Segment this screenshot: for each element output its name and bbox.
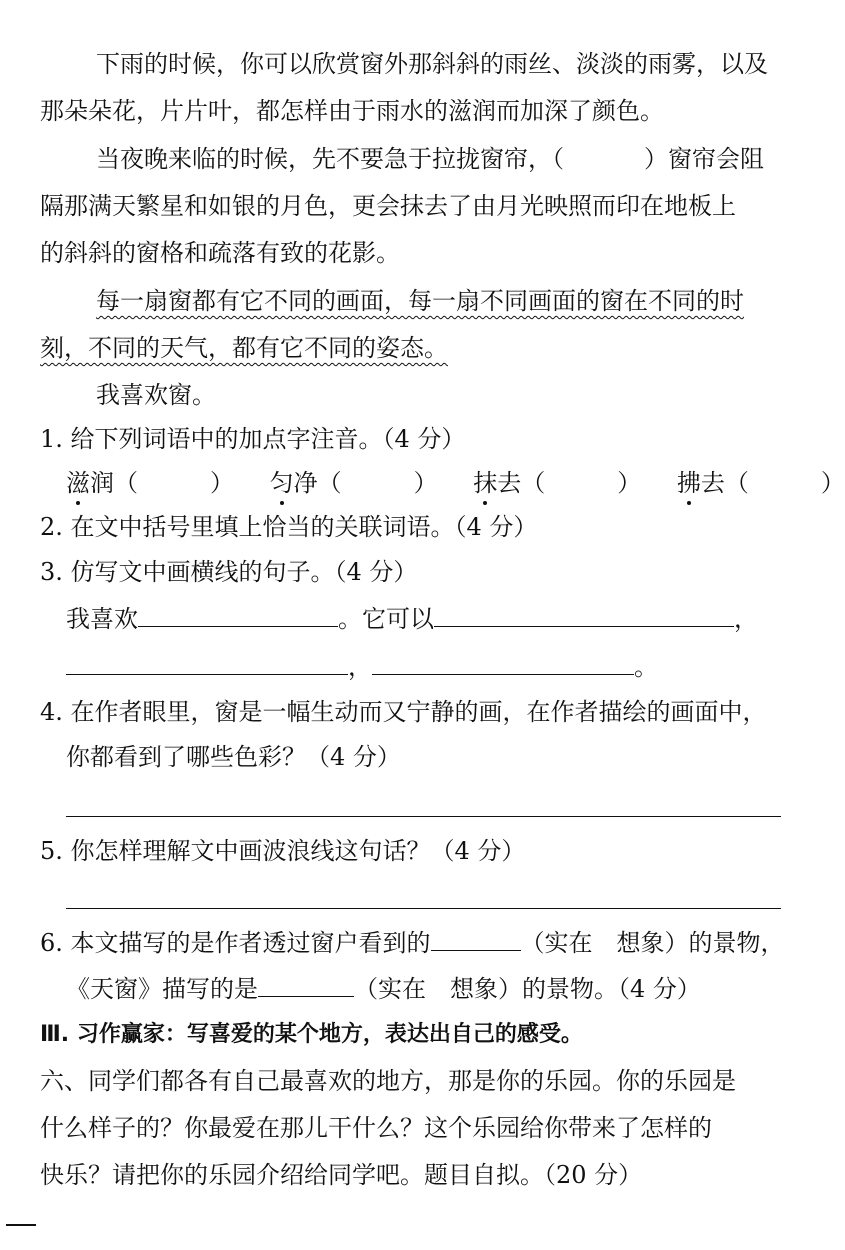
answer-blank[interactable] xyxy=(138,602,338,627)
answer-blank[interactable] xyxy=(431,926,521,951)
question-5: 5. 你怎样理解文中画波浪线这句话？（4 分） xyxy=(40,837,526,865)
page-edge-mark xyxy=(6,1224,36,1226)
answer-line-4[interactable] xyxy=(66,816,781,817)
answer-line-5[interactable] xyxy=(66,908,781,909)
pinyin-item: 拂去（ ） xyxy=(676,469,845,497)
writing-task: 快乐？请把你的乐园介绍给同学吧。题目自拟。（20 分） xyxy=(40,1161,643,1189)
question-4-cont: 你都看到了哪些色彩？（4 分） xyxy=(66,743,401,771)
question-3: 3. 仿写文中画横线的句子。（4 分） xyxy=(40,558,418,586)
section-heading: Ⅲ. 习作赢家：写喜爱的某个地方，表达出自己的感受。 xyxy=(40,1022,583,1047)
question-4: 4. 在作者眼里，窗是一幅生动而又宁静的画，在作者描绘的画面中， xyxy=(40,698,767,726)
answer-blank[interactable] xyxy=(66,650,348,675)
answer-blank[interactable] xyxy=(434,602,734,627)
imitation-row-2: ， 。 xyxy=(66,648,658,686)
pinyin-items xyxy=(66,464,845,502)
passage-line: 当夜晚来临的时候，先不要急于拉拢窗帘，（ ）窗帘会阻 xyxy=(96,145,764,173)
writing-task: 六、同学们都各有自己最喜欢的地方，那是你的乐园。你的乐园是 xyxy=(40,1067,736,1095)
pinyin-item: 滋润（ ） xyxy=(66,469,234,497)
passage-line: 那朵朵花，片片叶，都怎样由于雨水的滋润而加深了颜色。 xyxy=(40,97,664,125)
writing-task: 什么样子的？你最爱在那儿干什么？这个乐园给你带来了怎样的 xyxy=(40,1114,712,1142)
pinyin-item: 匀净（ ） xyxy=(269,469,438,497)
question-6-cont: 《天窗》描写的是 （实在 想象）的景物。（4 分） xyxy=(66,970,701,1008)
passage-line: 我喜欢窗。 xyxy=(96,381,216,409)
answer-blank[interactable] xyxy=(258,972,354,997)
answer-blank[interactable] xyxy=(372,650,634,675)
passage-line: 下雨的时候，你可以欣赏窗外那斜斜的雨丝、淡淡的雨雾，以及 xyxy=(96,50,768,78)
question-6: 6. 本文描写的是作者透过窗户看到的 （实在 想象）的景物， xyxy=(40,924,785,962)
pinyin-item: 抹去（ ） xyxy=(473,469,642,497)
question-1: 1. 给下列词语中的加点字注音。（4 分） xyxy=(40,425,466,453)
wavy-underlined-sentence: 刻，不同的天气，都有它不同的姿态。 xyxy=(40,334,448,362)
wavy-underlined-sentence: 每一扇窗都有它不同的画面，每一扇不同画面的窗在不同的时 xyxy=(96,287,744,315)
question-2: 2. 在文中括号里填上恰当的关联词语。（4 分） xyxy=(40,513,538,541)
passage-line: 的斜斜的窗格和疏落有致的花影。 xyxy=(40,239,400,267)
imitation-row-1: 我喜欢 。它可以 ， xyxy=(66,600,758,638)
passage-line: 隔那满天繁星和如银的月色，更会抹去了由月光映照而印在地板上 xyxy=(40,192,736,220)
